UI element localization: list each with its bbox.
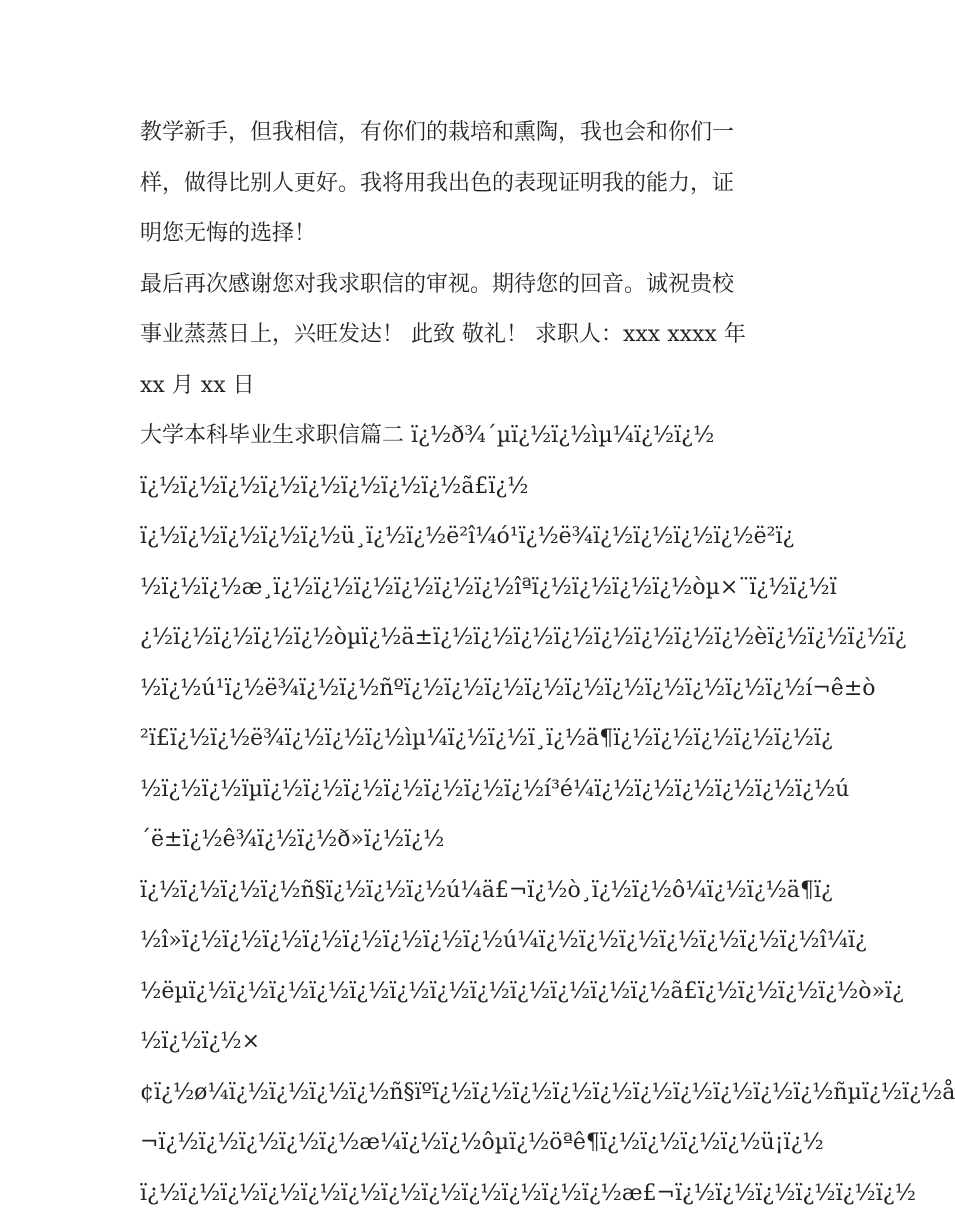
text-line: ï¿½ï¿½ï¿½ï¿½ï¿½ï¿½ï¿½ï¿½ï¿½ï¿½ï¿½ï¿½æ£¬ï¿½ï¿½ï¿½ï¿½ï¿½ï¿½ (140, 1180, 916, 1206)
text-line: 样，做得比别人更好。我将用我出色的表现证明我的能力，证 (140, 170, 735, 196)
text-line: ½î»ï¿½ï¿½ï¿½ï¿½ï¿½ï¿½ï¿½ï¿½ú¼ï¿½ï¿½ï¿½ï¿½ï¿½ï¿½ï¿½î¼ï¿ (140, 928, 867, 953)
text-line: ï¿½ï¿½ï¿½ï¿½ñ§ï¿½ï¿½ï¿½ú¼ä£¬ï¿½ò¸ï¿½ï¿½ô¼ï¿½ï¿½ä¶ï¿ (140, 877, 833, 903)
text-line: ½ï¿½ï¿½ïµï¿½ï¿½ï¿½ï¿½ï¿½ï¿½ï¿½í³é¼ï¿½ï¿½ï¿½ï¿½ï¿½ï¿½ú (140, 776, 850, 802)
text-line: ï¿½ï¿½ï¿½ï¿½ï¿½ü¸ï¿½ï¿½ë²î¼ó¹ï¿½ë¾ï¿½ï¿½ï¿½ï¿½ë²ï¿ (140, 524, 795, 549)
text-line: ¢ï¿½ø¼ï¿½ï¿½ï¿½ï¿½ñ§ïºï¿½ï¿½ï¿½ï¿½ï¿½ï¿½ï¿½ï¿½ï¿½ï¿½ñµï¿½ï¿½å (140, 1079, 955, 1105)
text-line: ½ï¿½ï¿½æ¸ï¿½ï¿½ï¿½ï¿½ï¿½ï¿½îªï¿½ï¿½ï¿½ï¿½òµ×¨ï¿½ï¿½ï (140, 574, 837, 600)
text-line: ´ë±ï¿½ê¾ï¿½ï¿½ð»ï¿½ï¿½ (140, 827, 445, 852)
text-line: ¿½ï¿½ï¿½ï¿½ï¿½òµï¿½ä±ï¿½ï¿½ï¿½ï¿½ï¿½ï¿½ï¿½ï¿½èï¿½ï¿½ï¿½ï¿ (140, 625, 907, 650)
text-line: 事业蒸蒸日上，兴旺发达！ 此致 敬礼！ 求职人：xxx xxxx 年 (140, 322, 746, 347)
text-line: ¬ï¿½ï¿½ï¿½ï¿½ï¿½æ¼ï¿½ï¿½ôµï¿½öªê¶ï¿½ï¿½ï¿½ï¿½ü¡ï¿½ (140, 1130, 824, 1155)
section-heading: 大学本科毕业生求职信篇二 ï¿½ð¾´µï¿½ï¿½ìµ¼ï¿½ï¿½ (140, 423, 715, 448)
document-body (140, 108, 955, 1219)
text-line: 最后再次感谢您对我求职信的审视。期待您的回音。诚祝贵校 (140, 271, 735, 297)
text-line: 教学新手，但我相信，有你们的栽培和熏陶，我也会和你们一 (140, 120, 735, 145)
text-line: ½ï¿½ú¹ï¿½ë¾ï¿½ï¿½ñºï¿½ï¿½ï¿½ï¿½ï¿½ï¿½ï¿½ï¿½ï¿½ï¿½í¬ê±ò (140, 675, 876, 701)
text-line: ²ï£ï¿½ï¿½ë¾ï¿½ï¿½ï¿½ìµ¼ï¿½ï¿½ï¸ï¿½ä¶ï¿½ï¿½ï¿½ï¿½ï¿½ï¿ (140, 726, 833, 751)
text-line: 明您无悔的选择！ (140, 221, 317, 246)
text-line: xx 月 xx 日 (140, 372, 255, 398)
text-line: ½ï¿½ï¿½× (140, 1029, 261, 1054)
text-line: ½ëµï¿½ï¿½ï¿½ï¿½ï¿½ï¿½ï¿½ï¿½ï¿½ï¿½ï¿½ï¿½ã£ï¿½ï¿½ï¿½ï¿½ò»ï¿ (140, 978, 904, 1004)
text-line: ï¿½ï¿½ï¿½ï¿½ï¿½ï¿½ï¿½ï¿½ã£ï¿½ (140, 473, 529, 499)
